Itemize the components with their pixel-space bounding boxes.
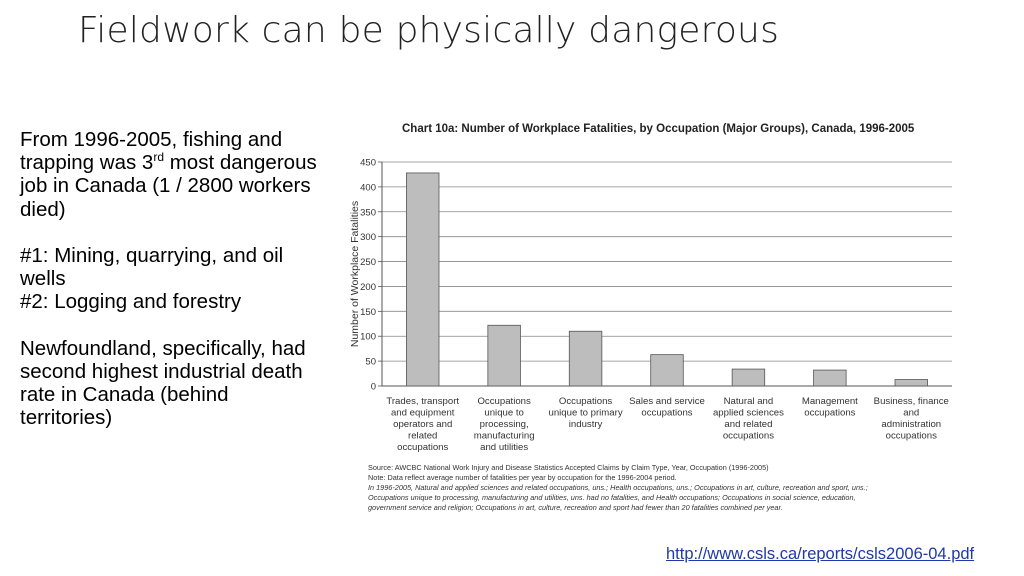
x-category-label: occupations [641,407,693,419]
y-tick-label: 450 [360,157,376,169]
x-category-label: unique to [484,407,524,419]
x-category-label: Management [801,396,858,407]
x-category-label: processing, [479,419,529,430]
x-category-label: occupations [804,407,856,419]
x-category-label: and utilities [480,442,529,453]
body-text [20,128,320,453]
fatalities-chart [340,112,970,532]
newfoundland-paragraph: Newfoundland, specifically, had second highest industrial death rate in Canada (behind territories) [20,336,306,430]
x-category-label: unique to primary [548,407,623,419]
chart-note: Source: AWCBC National Work Injury and Disease Statistics Accepted Claims by Claim Type, Year, Occupation (1996-2005) [368,463,769,472]
y-tick-label: 300 [360,232,376,244]
y-tick-label: 400 [360,182,376,194]
x-category-label: occupations [885,430,937,442]
x-category-label: Occupations [558,396,613,407]
bar [488,325,521,386]
x-category-label: Trades, transport [386,396,460,407]
rank-2-line: #2: Logging and forestry [20,290,242,314]
bar [569,331,602,386]
y-tick-label: 250 [360,257,376,269]
x-category-label: Natural and [723,396,774,407]
y-tick-label: 350 [360,207,376,219]
chart-note: Note: Data reflect average number of fatalities per year by occupation for the 1996-2004 period. [368,473,677,482]
x-category-label: occupations [397,442,449,453]
x-category-label: occupations [722,430,775,442]
fishing-paragraph [20,128,320,221]
x-category-label: Occupations [477,396,531,407]
y-tick-label: 0 [370,381,376,393]
x-category-label: Business, finance [873,396,949,407]
x-category-label: operators and [393,419,453,430]
chart-svg [340,112,970,532]
source-link[interactable]: http://www.csls.ca/reports/csls2006-04.pdf [666,545,975,563]
slide-title: Fieldwork can be physically dangerous [78,10,780,51]
rank-1-line: #1: Mining, quarrying, and oil wells [20,244,284,291]
x-category-label: Sales and service [629,396,705,407]
x-category-label: and [903,407,920,419]
y-tick-label: 200 [360,281,376,293]
bar [406,173,439,386]
x-category-label: administration [881,419,942,430]
chart-note: In 1996-2005, Natural and applied sciences and related occupations, uns.; Health occupations, uns.; Occupations in art, culture, recreation and sport, uns.; [368,483,868,492]
ordinal-suffix: rd [153,150,165,165]
chart-title: Chart 10a: Number of Workplace Fatalities, by Occupation (Major Groups), Canada, 1996-2005 [402,123,915,135]
y-axis-label: Number of Workplace Fatalities [349,200,361,348]
bar [895,380,928,386]
bar [651,355,684,386]
x-category-label: and equipment [390,407,455,419]
ranking-paragraph [20,244,320,314]
fishing-text-pre: From 1996-2005, fishing and trapping was 3 [20,128,283,175]
chart-note: government service and religion; Occupations in art, culture, recreation and sport had fewer than 20 fatalities combined per year. [368,503,783,512]
y-tick-label: 150 [360,306,376,318]
chart-note: Occupations unique to processing, manufacturing and utilities, uns. had no fatalities, and Health occupations; Occupations in social science, education, [368,493,856,502]
y-tick-label: 50 [365,356,376,368]
x-category-label: manufacturing [473,430,535,442]
bar [732,369,765,386]
x-category-label: applied sciences [712,407,784,419]
x-category-label: and related [724,419,773,430]
x-category-label: related [408,430,438,442]
x-category-label: industry [568,419,603,430]
y-tick-label: 100 [360,331,376,343]
bar [814,370,847,386]
fishing-text-post: most dangerous job in Canada (1 / 2800 workers died) [20,151,317,221]
